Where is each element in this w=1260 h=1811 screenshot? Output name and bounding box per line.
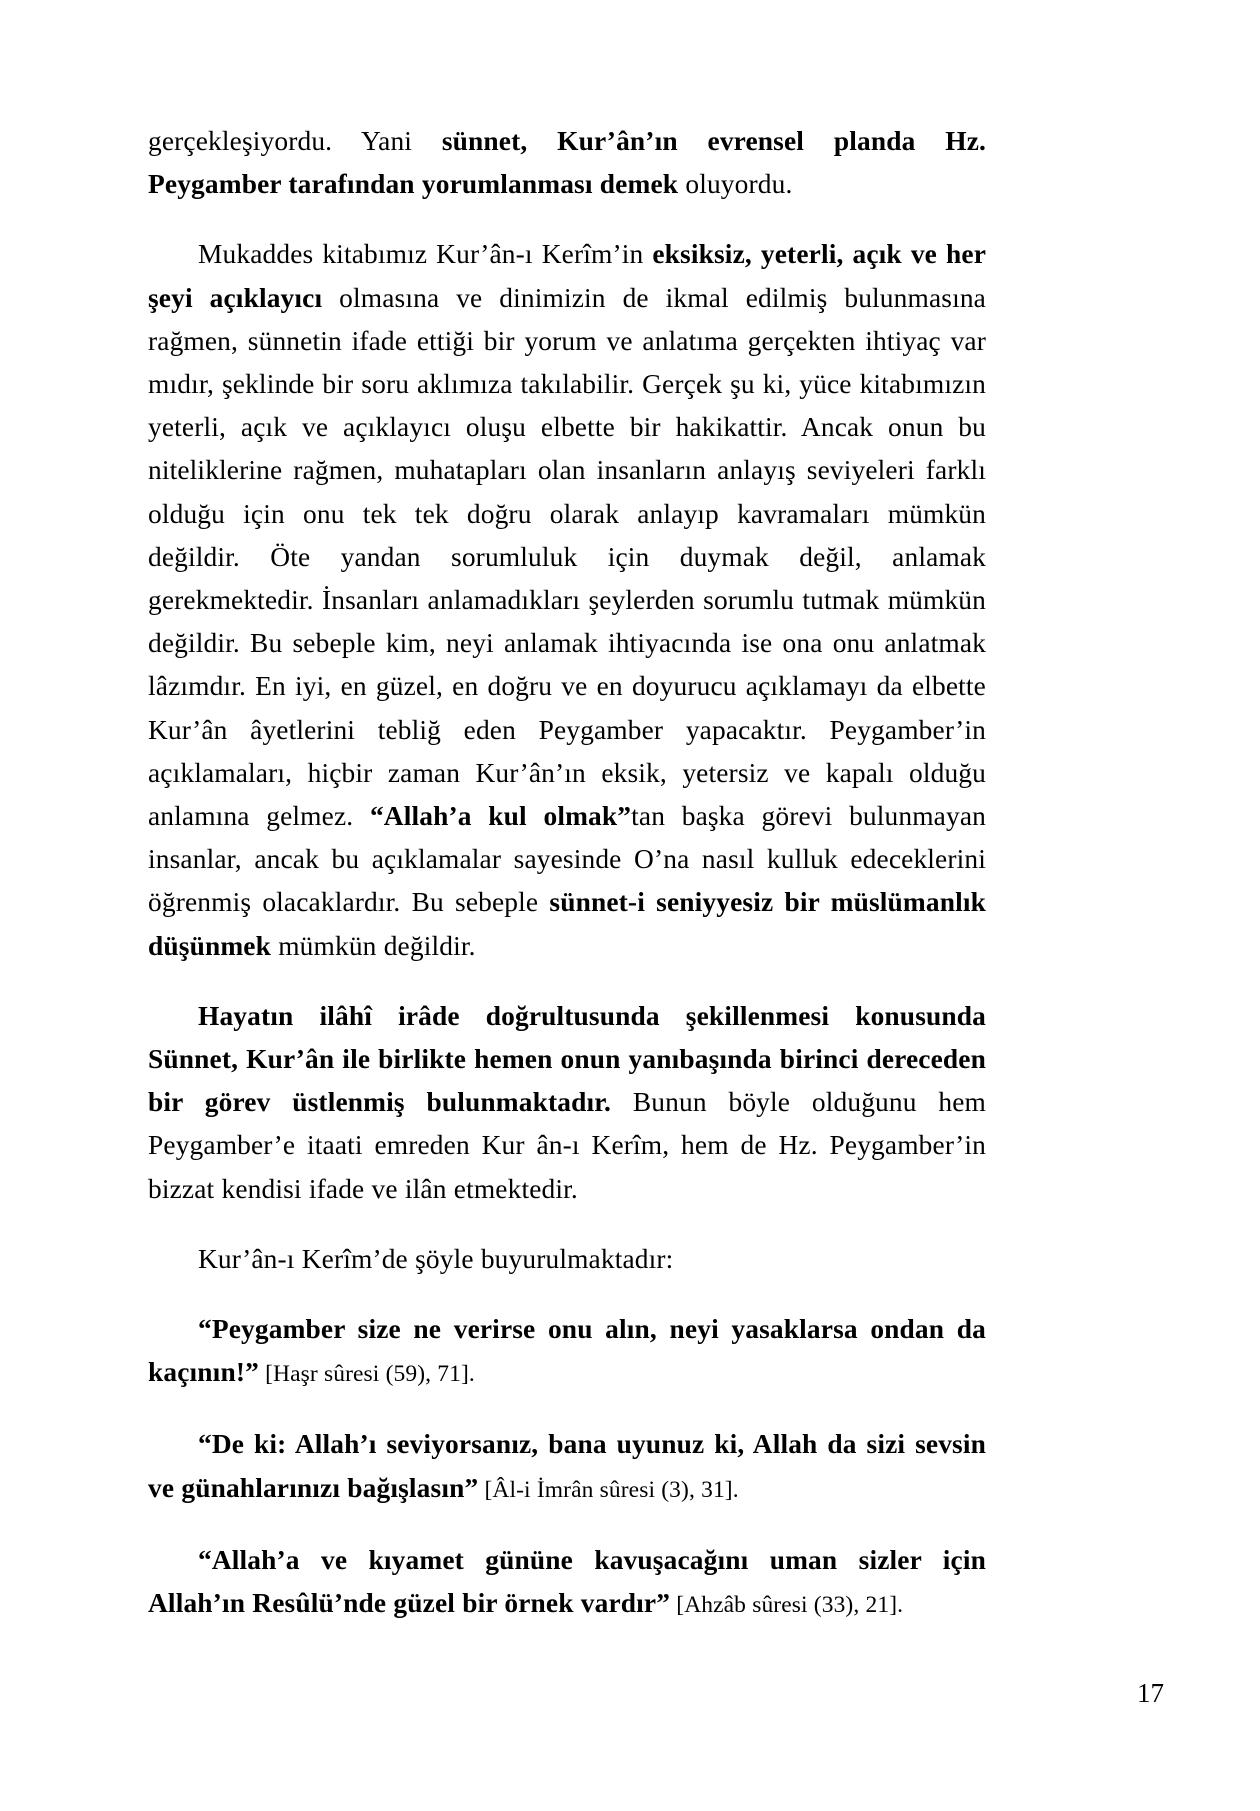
paragraph-runs: [148, 1244, 673, 1274]
paragraph-opening: [148, 120, 986, 206]
text-run: olmasına ve dinimizin de ikmal edilmiş bulunmasına rağmen, sünnetin ifade ettiği bir yorum ve anlatıma gerçekten ihtiyaç var mıdır, şeklinde bir soru aklımıza takılabilir. Gerçek şu ki, yüce kitabımızın yeterli, açık ve açıklayıcı oluşu elbette bir hakikattir. Ancak onun bu niteliklerine rağmen, muhatapları olan insanların anlayış seviyeleri farklı olduğu için onu tek tek doğru olarak anlayıp kavramaları mümkün değildir. Öte yandan sorumluluk için duymak değil, anlamak gerekmektedir. İnsanları anlamadıkları şeylerden sorumlu tutmak mümkün değildir. Bu sebeple kim, neyi anlamak ihtiyacında ise ona onu anlatmak lâzımdır. En iyi, en güzel, en doğru ve en doyurucu açıklamayı da elbette Kur’ân âyetlerini tebliğ eden Peygamber yapacaktır. Peygamber’in açıklamaları, hiçbir zaman Kur’ân’ın eksik, yetersiz ve kapalı olduğu anlamına gelmez.: [148, 282, 986, 832]
text-run: tan başka görevi bulunmayan insanlar, ancak bu açıklamalar sayesinde O’na nasıl kulluk edeceklerini öğrenmiş olacaklardır. Bu sebeple: [148, 801, 986, 918]
text-run-citation: [Ahzâb sûresi (33), 21].: [670, 1592, 904, 1619]
quote-hasr: [148, 1308, 986, 1396]
text-run: gerçekleşiyordu. Yani: [148, 126, 442, 156]
paragraph-runs: [148, 1314, 986, 1387]
page-number: 17: [1137, 1678, 1164, 1708]
paragraph-runs: [148, 126, 986, 199]
text-run: Mukaddes kitabımız Kur’ân-ı Kerîm’in: [198, 239, 653, 270]
text-run-bold: “Allah’a ve kıyamet gününe kavuşacağını uman sizler için Allah’ın Resûlü’nde güzel bir örnek vardır”: [148, 1544, 986, 1619]
paragraph-runs: [148, 239, 986, 960]
paragraph-mukaddes: [148, 233, 986, 967]
paragraph-runs: [148, 1001, 986, 1204]
paragraph-runs: [148, 1429, 986, 1502]
text-run-bold: Hayatın ilâhî irâde doğrultusunda şekillenmesi konusunda Sünnet, Kur’ân ile birlikte hemen onun yanıbaşında birinci dereceden bir görev üstlenmiş bulunmaktadır.: [148, 1000, 986, 1118]
text-column: [148, 120, 986, 1627]
text-run-bold: eksiksiz, yeterli, açık ve her şeyi açıklayıcı: [148, 239, 986, 313]
text-run-bold: “Peygamber size ne verirse onu alın, neyi yasaklarsa ondan da kaçının!”: [148, 1314, 986, 1388]
text-run-bold: sünnet, Kur’ân’ın evrensel planda Hz. Peygamber tarafından yorumlanması demek: [148, 126, 986, 200]
text-run: Kur’ân-ı Kerîm’de şöyle buyurulmaktadır:: [198, 1243, 674, 1274]
quote-ahzab: [148, 1539, 986, 1627]
paragraph-kuran-intro: [148, 1238, 986, 1281]
text-run: Bunun böyle olduğunu hem Peygamber’e itaati emreden Kur ân-ı Kerîm, hem de Hz. Peygamber’in bizzat kendisi ifade ve ilân etmektedir.: [148, 1087, 986, 1204]
text-run-bold: sünnet-i seniyyesiz bir müslümanlık düşünmek: [148, 887, 986, 961]
text-run-bold: “De ki: Allah’ı seviyorsanız, bana uyunuz ki, Allah da sizi sevsin ve günahlarınızı bağışlasın”: [148, 1429, 986, 1503]
paragraph-runs: [148, 1545, 986, 1618]
paragraph-hayatin: [148, 995, 986, 1211]
text-run: mümkün değildir.: [271, 930, 476, 961]
text-run: oluyordu.: [678, 169, 793, 200]
quote-ali-imran: [148, 1423, 986, 1511]
text-run-citation: [Haşr sûresi (59), 71].: [258, 1361, 475, 1388]
text-run-bold: “Allah’a kul olmak”: [369, 801, 632, 832]
text-run-citation: [Âl-i İmrân sûresi (3), 31].: [478, 1476, 739, 1503]
